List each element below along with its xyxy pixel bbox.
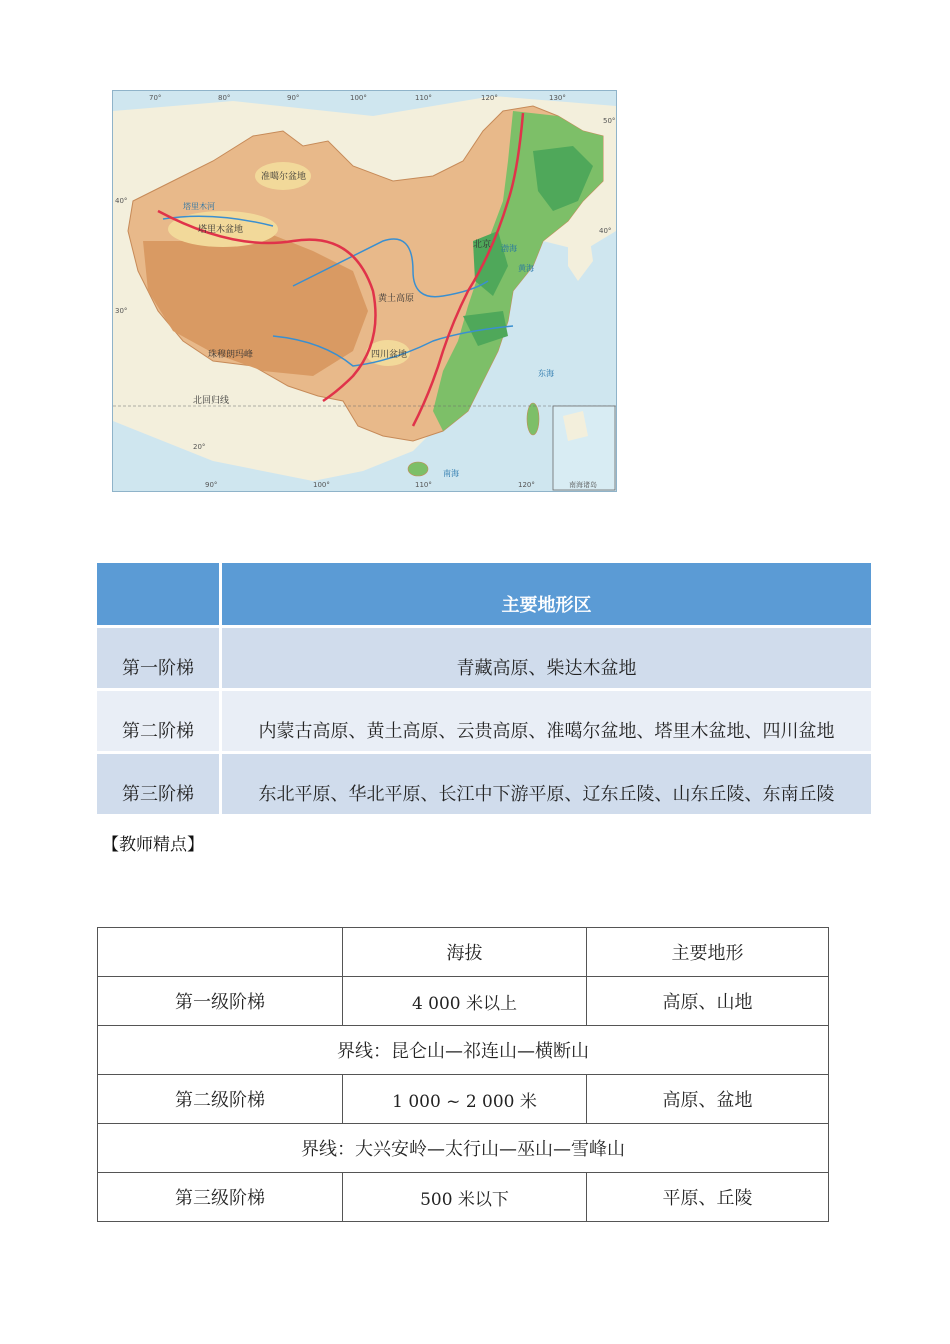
map-svg: [113, 91, 616, 491]
everest-label: 珠穆朗玛峰: [208, 350, 254, 360]
china-terrain-map: [112, 90, 617, 492]
step-terrain: 平原、丘陵: [587, 1173, 829, 1222]
step-label: 第三阶梯: [97, 754, 219, 814]
bottom-tick-100: 100°: [313, 481, 330, 489]
lat-tick-40: 40°: [115, 197, 128, 205]
lon-tick-130: 130°: [549, 94, 566, 102]
table-row: [98, 1173, 829, 1222]
step-name: 第三级阶梯: [98, 1173, 343, 1222]
loess-label: 黄土高原: [378, 294, 415, 304]
table-row: [98, 928, 829, 977]
hainan-island: [408, 462, 428, 476]
table-row: [98, 1026, 829, 1075]
lat-tick-50: 50°: [603, 117, 616, 125]
step-name: 第二级阶梯: [98, 1075, 343, 1124]
lat-tick-30: 30°: [115, 307, 128, 315]
table-row: [97, 628, 871, 691]
table-row: [98, 1075, 829, 1124]
lon-tick-120: 120°: [481, 94, 498, 102]
bohai-label: 渤海: [501, 244, 517, 253]
step-altitude: 500 米以下: [343, 1173, 587, 1222]
teacher-note-heading: 【教师精点】: [102, 835, 204, 855]
terrain-header-blank: [97, 563, 219, 628]
lon-tick-110: 110°: [415, 94, 432, 102]
tarim-river-label: 塔里木河: [183, 202, 215, 211]
step-terrain: 高原、盆地: [587, 1075, 829, 1124]
boundary-line-1: 界线：昆仑山—祁连山—横断山: [98, 1026, 829, 1075]
lon-tick-70: 70°: [149, 94, 162, 102]
step-altitude: 1 000 ~ 2 000 米: [343, 1075, 587, 1124]
table-row: [98, 977, 829, 1026]
lat-tick-40-right: 40°: [599, 227, 612, 235]
table-row: [97, 691, 871, 754]
table-row: [98, 1124, 829, 1173]
lon-tick-80: 80°: [218, 94, 231, 102]
step-terrain: 高原、山地: [587, 977, 829, 1026]
east-sea-label: 东海: [538, 369, 554, 378]
header-blank: [98, 928, 343, 977]
ladder-summary-table: [97, 927, 829, 1222]
terrain-regions-table: [97, 563, 871, 814]
table-row: [97, 754, 871, 814]
step-label: 第一阶梯: [97, 628, 219, 691]
sichuan-basin-label: 四川盆地: [371, 350, 408, 360]
step-altitude: 4 000 米以上: [343, 977, 587, 1026]
tarim-basin-label: 塔里木盆地: [198, 225, 244, 235]
terrain-header-main: 主要地形区: [219, 563, 871, 628]
step-regions: 内蒙古高原、黄土高原、云贵高原、准噶尔盆地、塔里木盆地、四川盆地: [219, 691, 871, 754]
terrain-table-header: [97, 563, 871, 628]
bottom-tick-120: 120°: [518, 481, 535, 489]
bottom-tick-110: 110°: [415, 481, 432, 489]
tropic-label: 北回归线: [193, 396, 230, 406]
beijing-label: 北京: [473, 240, 492, 250]
bottom-tick-90: 90°: [205, 481, 218, 489]
south-sea-label: 南海: [443, 469, 459, 478]
taiwan-island: [527, 403, 539, 435]
header-terrain: 主要地形: [587, 928, 829, 977]
lat-tick-20: 20°: [193, 443, 206, 451]
step-regions: 青藏高原、柴达木盆地: [219, 628, 871, 691]
header-altitude: 海拔: [343, 928, 587, 977]
lon-tick-90: 90°: [287, 94, 300, 102]
boundary-line-2: 界线：大兴安岭—太行山—巫山—雪峰山: [98, 1124, 829, 1173]
yellow-sea-label: 黄海: [518, 264, 534, 273]
inset-label: 南海诸岛: [569, 481, 597, 489]
step-label: 第二阶梯: [97, 691, 219, 754]
junggar-basin-label: 准噶尔盆地: [261, 172, 307, 182]
step-name: 第一级阶梯: [98, 977, 343, 1026]
lon-tick-100: 100°: [350, 94, 367, 102]
step-regions: 东北平原、华北平原、长江中下游平原、辽东丘陵、山东丘陵、东南丘陵: [219, 754, 871, 814]
